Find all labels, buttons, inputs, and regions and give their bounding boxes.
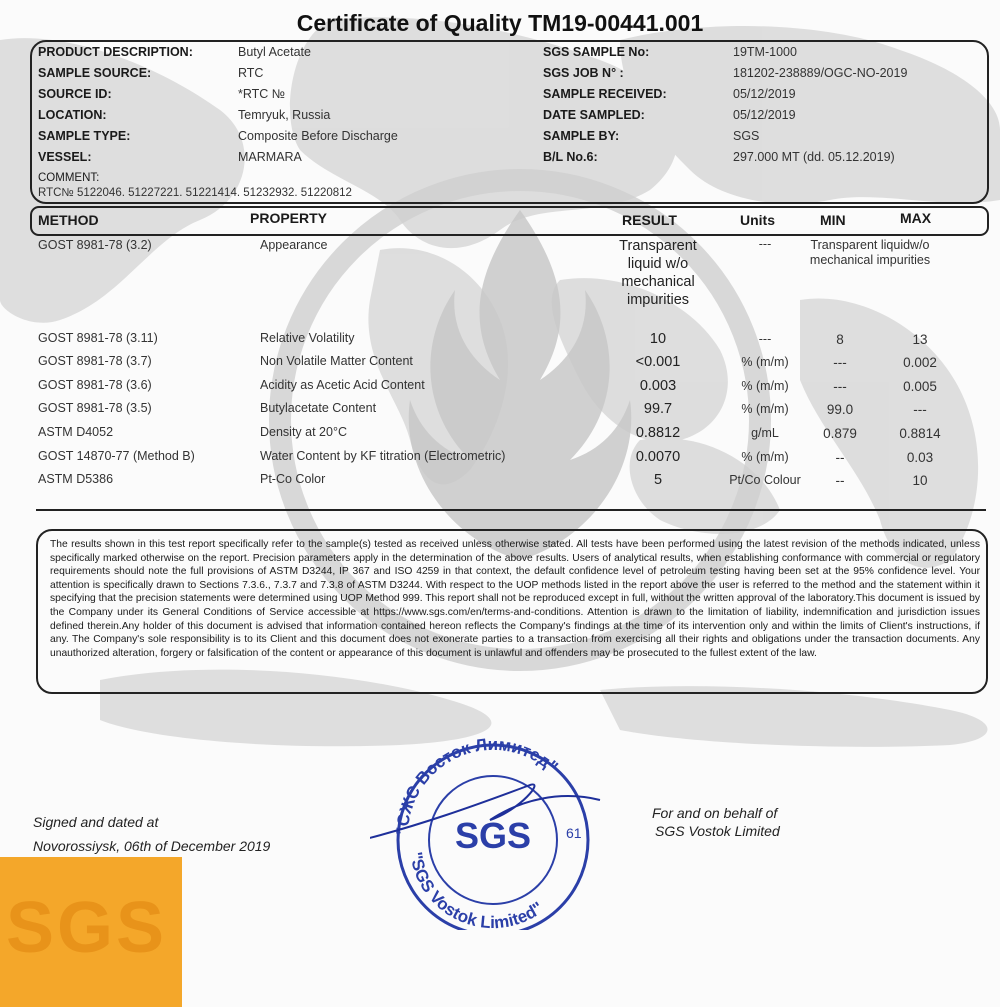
units-cell: Pt/Co Colour: [729, 473, 801, 487]
min-cell: 0.879: [823, 426, 857, 441]
property-cell: Non Volatile Matter Content: [260, 354, 413, 368]
left-value: *RTC №: [238, 87, 286, 101]
method-cell: GOST 8981-78 (3.11): [38, 331, 158, 345]
left-value: Butyl Acetate: [238, 45, 311, 59]
result-cell: 10: [649, 331, 667, 347]
left-label: SAMPLE SOURCE:: [38, 66, 152, 80]
property-cell: Pt-Co Color: [260, 472, 326, 486]
right-value: 19TM-1000: [733, 45, 797, 59]
units-cell: ---: [758, 237, 772, 251]
units-cell: ---: [758, 332, 772, 346]
method-cell: ASTM D4052: [38, 425, 114, 439]
left-label: PRODUCT DESCRIPTION:: [38, 45, 193, 59]
min-cell: ---: [833, 379, 847, 394]
method-cell: GOST 8981-78 (3.2): [38, 238, 152, 252]
comment-label: COMMENT:: [38, 172, 100, 184]
min-cell: ---: [833, 355, 847, 370]
left-value: RTC: [238, 66, 264, 80]
method-cell: GOST 8981-78 (3.5): [38, 401, 152, 415]
svg-text:"SGS Vostok Limited": [406, 851, 546, 930]
result-cell: Transparent: [619, 238, 697, 254]
result-cell: 99.7: [643, 401, 673, 417]
result-cell: 0.8812: [635, 425, 681, 441]
result-cell: mechanical: [621, 274, 695, 290]
units-cell: % (m/m): [741, 402, 789, 416]
table-bottom-rule: [36, 509, 986, 511]
result-cell: 5: [653, 472, 663, 488]
certificate-title: Certificate of Quality TM19-00441.001: [296, 10, 704, 36]
right-label: SGS SAMPLE No:: [543, 45, 650, 59]
min-cell: 99.0: [826, 402, 854, 417]
right-label: SGS JOB N° :: [543, 66, 624, 80]
left-label: SOURCE ID:: [38, 87, 112, 101]
right-value: 05/12/2019: [733, 87, 796, 101]
min-cell: --: [835, 473, 845, 488]
method-header: METHOD: [38, 212, 99, 228]
left-value: Composite Before Discharge: [238, 129, 398, 143]
stamp-top-text: "СЖС Восток Лимитед": [392, 734, 562, 836]
max-cell: ---: [913, 402, 927, 417]
stamp-bottom-text: "SGS Vostok Limited": [406, 850, 547, 930]
property-cell: Appearance: [260, 238, 328, 252]
comment-value: RTC№ 5122046. 51227221. 51221414. 51232932. 51220812: [38, 187, 352, 199]
method-cell: GOST 8981-78 (3.7): [38, 354, 152, 368]
sgs-stamp: [370, 730, 610, 930]
result-cell: <0.001: [635, 354, 681, 370]
units-cell: g/mL: [751, 426, 779, 440]
result-cell: impurities: [626, 292, 690, 308]
property-header: PROPERTY: [250, 210, 328, 226]
right-label: B/L No.6:: [543, 150, 598, 164]
right-value: 297.000 MT (dd. 05.12.2019): [733, 150, 895, 164]
result-header: RESULT: [622, 212, 677, 228]
right-label: DATE SAMPLED:: [543, 108, 645, 122]
max-cell: 0.03: [906, 450, 934, 465]
right-value: 05/12/2019: [733, 108, 796, 122]
result-cell: 0.003: [639, 378, 677, 394]
signed-line-1: Signed and dated at: [33, 814, 159, 830]
units-cell: % (m/m): [741, 450, 789, 464]
max-header: MAX: [900, 210, 932, 226]
min-cell: 8: [836, 332, 844, 347]
units-header: Units: [740, 212, 775, 228]
behalf-line-1: For and on behalf of: [652, 805, 778, 821]
spec-cell: Transparent liquidw/o: [810, 238, 930, 252]
result-cell: liquid w/o: [627, 256, 689, 272]
max-cell: 10: [912, 473, 928, 488]
left-label: LOCATION:: [38, 108, 107, 122]
result-cell: 0.0070: [635, 449, 681, 465]
property-cell: Butylacetate Content: [260, 401, 377, 415]
sample-info-box: [30, 40, 989, 204]
left-value: Temryuk, Russia: [238, 108, 331, 122]
right-value: SGS: [733, 129, 760, 143]
behalf-line-2: SGS Vostok Limited: [655, 823, 780, 839]
method-cell: GOST 8981-78 (3.6): [38, 378, 152, 392]
units-cell: % (m/m): [741, 379, 789, 393]
min-cell: --: [835, 450, 845, 465]
property-cell: Acidity as Acetic Acid Content: [260, 378, 425, 392]
sgs-logo-text: SGS: [6, 888, 168, 968]
method-cell: ASTM D5386: [38, 472, 114, 486]
right-value: 181202-238889/OGC-NO-2019: [733, 66, 908, 80]
left-label: VESSEL:: [38, 150, 92, 164]
sgs-logo: [0, 857, 182, 1007]
max-cell: 0.8814: [899, 426, 941, 441]
disclaimer-text: The results shown in this test report specifically refer to the sample(s) tested as received unless otherwise stated. All tests have been performed using the latest revision of the methods indicated, unless specifically marked otherwise on the report. Precision parameters apply in the determination of the above results. Users of analytical results, when establishing conformance with commercial or regulatory requirements should note the full provisions of ASTM D3244, IP 367 and ISO 4259 in that context, the default confidence level of petroleum testing having been set at the 95% confidence level. Your attention is specifically drawn to Sections 7.3.6., 7.3.7 and 7.3.8 of ASTM D3244. With respect to the UOP methods listed in the report above the user is referred to the method and the statement within it specifying that the precision statements were determined using UOP Method 999. This report shall not be reproduced except in full, without the written approval of the laboratory.This document is issued by the Company under its General Conditions of Service accessible at https://www.sgs.com/en/terms-and-conditions. Attention is drawn to the limitation of liability, indemnification and jurisdiction issues defined therein.Any holder of this document is advised that information contained hereon reflects the Company's findings at the time of its intervention only and within the limits of Client's instructions, if any. The Company's sole responsibility is to its Client and this document does not exonerate parties to a transaction from exercising all their rights and obligations under the transaction documents. Any unauthorized alteration, forgery or falsification of the content or appearance of this document is unlawful and offenders may be prosecuted to the fullest extent of the law.: [50, 539, 980, 659]
stamp-number: 61: [566, 825, 582, 841]
stamp-center-text: SGS: [454, 815, 532, 856]
spec-cell: mechanical impurities: [809, 253, 931, 267]
left-value: MARMARA: [238, 150, 302, 164]
property-cell: Relative Volatility: [260, 331, 355, 345]
max-cell: 0.005: [903, 379, 937, 394]
property-cell: Density at 20°C: [260, 425, 347, 439]
signed-line-2: Novorossiysk, 06th of December 2019: [33, 838, 271, 854]
units-cell: % (m/m): [741, 355, 789, 369]
property-cell: Water Content by KF titration (Electrometric): [260, 449, 506, 463]
min-header: MIN: [820, 212, 846, 228]
left-label: SAMPLE TYPE:: [38, 129, 131, 143]
max-cell: 13: [912, 332, 928, 347]
right-label: SAMPLE BY:: [543, 129, 620, 143]
method-cell: GOST 14870-77 (Method B): [38, 449, 195, 463]
right-label: SAMPLE RECEIVED:: [543, 87, 667, 101]
max-cell: 0.002: [903, 355, 937, 370]
